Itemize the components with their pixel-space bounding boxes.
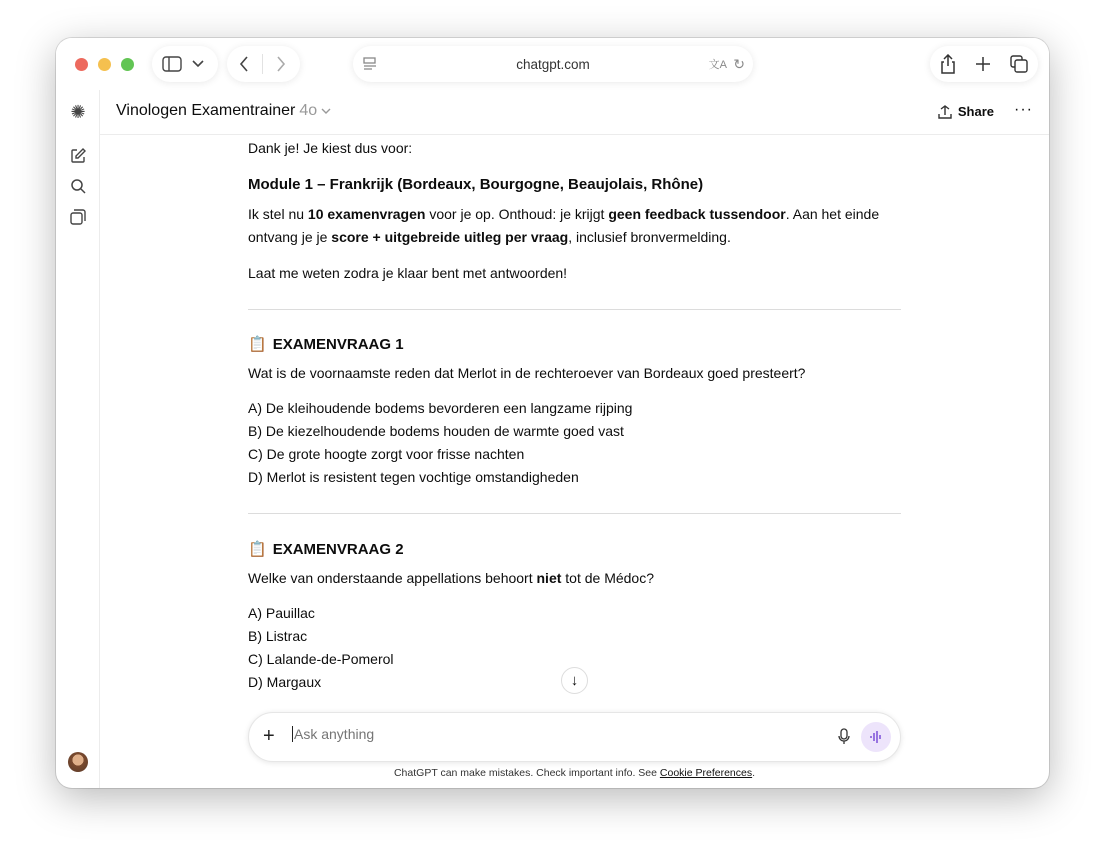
chat-header [100,90,1049,135]
library-icon[interactable] [68,207,88,227]
browser-toolbar [56,38,1049,90]
divider [248,513,901,514]
cookie-preferences-link[interactable]: Cookie Preferences [659,767,753,779]
question-text: Wat is de voornaamste reden dat Merlot in de rechteroever van Bordeaux goed presteert? [248,365,806,381]
answer-option: A) Pauillac [248,605,315,621]
clipboard-icon: 📋 [248,541,267,558]
clipboard-icon: 📋 [248,336,267,353]
module-title: Module 1 – Frankrijk (Bordeaux, Bourgogne, Beaujolais, Rhône) [248,176,704,193]
model-label: 4o [299,102,318,119]
exam-question [248,333,901,514]
answer-option: C) De grote hoogte zorgt voor frisse nachten [248,446,525,462]
instructions-paragraph: Ik stel nu 10 examenvragen voor je op. Onthoud: je krijgt geen feedback tussendoor. Aan het einde ontvang je je score + uitgebreide uitleg per vraag, inclusief bronvermelding. [248,206,880,245]
chat-input[interactable] [292,726,812,742]
search-icon[interactable] [68,176,88,196]
browser-actions [930,46,1038,82]
more-options-icon[interactable]: ··· [1014,101,1033,118]
sidebar [56,90,100,788]
chevron-down-icon[interactable] [192,60,204,68]
translate-icon[interactable]: 文A [708,59,727,71]
voice-mode-button[interactable] [861,722,891,752]
assistant-message [248,135,901,694]
question-title: EXAMENVRAAG 1 [272,336,404,353]
answer-option: D) Merlot is resistent tegen vochtige omstandigheden [248,469,579,485]
share-icon [938,105,952,119]
url-text: chatgpt.com [516,56,590,72]
voice-waveform-icon [869,731,883,743]
sidebar-toggle-group [152,46,218,82]
tabs-overview-icon[interactable] [1010,55,1028,73]
question-text: Welke van onderstaande appellations behoort niet tot de Médoc? [248,570,655,586]
close-window-button[interactable] [75,58,88,71]
address-bar[interactable] [353,46,753,82]
gpt-title: Vinologen Examentrainer [116,102,296,119]
answer-option: C) Lalande-de-Pomerol [248,651,394,667]
share-label: Share [957,104,994,119]
answer-option: B) Listrac [248,628,308,644]
microphone-icon[interactable] [838,728,850,745]
model-selector[interactable] [116,102,331,120]
question-title: EXAMENVRAAG 2 [272,541,404,558]
avatar[interactable] [68,752,88,772]
reader-icon[interactable] [363,57,377,71]
new-chat-icon[interactable] [68,146,88,166]
new-tab-icon[interactable] [975,56,991,72]
answer-option: D) Margaux [248,674,322,690]
scroll-down-button[interactable] [561,667,588,694]
browser-window [56,38,1049,788]
add-attachment-icon[interactable]: + [263,725,275,747]
disclaimer: ChatGPT can make mistakes. Check important info. See Cookie Preferences. [393,767,756,779]
minimize-window-button[interactable] [98,58,111,71]
answer-option: B) De kiezelhoudende bodems houden de warmte goed vast [248,423,624,439]
back-icon[interactable] [239,56,249,72]
closing-text: Laat me weten zodra je klaar bent met antwoorden! [248,265,568,281]
chevron-down-icon [321,108,331,115]
answer-option: A) De kleihoudende bodems bevorderen een langzame rijping [248,400,633,416]
share-button[interactable] [938,104,994,119]
arrow-down-icon: ↓ [570,672,579,689]
reload-icon[interactable]: ↻ [733,55,745,72]
sidebar-icon[interactable] [162,56,182,72]
divider [248,309,901,310]
chatgpt-logo-icon[interactable]: ✺ [70,101,86,122]
navigation-group [227,46,300,82]
share-icon[interactable] [940,54,956,74]
maximize-window-button[interactable] [121,58,134,71]
intro-text: Dank je! Je kiest dus voor: [248,140,413,156]
forward-icon[interactable] [276,56,286,72]
composer [248,712,901,762]
